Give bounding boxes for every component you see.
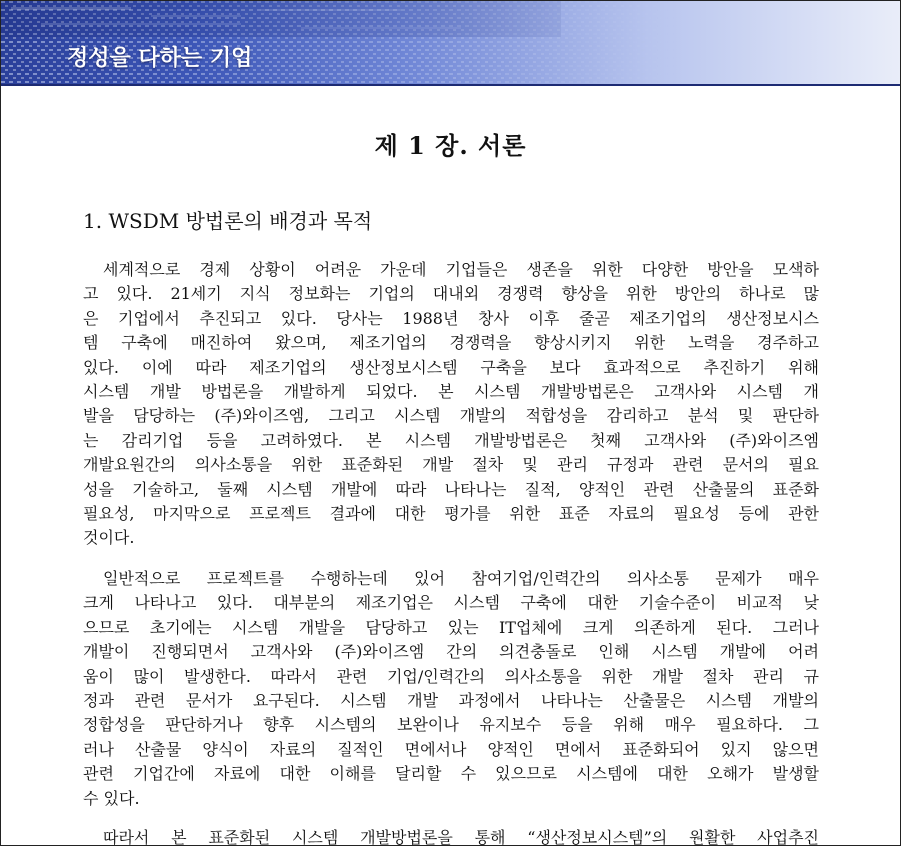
banner-divider (1, 84, 900, 86)
paragraph-line: 필요성, 마지막으로 프로젝트 결과에 대한 평가를 위한 표준 자료의 필요성 등에 관한 (83, 503, 819, 523)
paragraph-line: 움이 많이 발생한다. 따라서 관련 기업/인력간의 의사소통을 위한 개발 절차 관리 규 (83, 666, 819, 686)
paragraph-3 (83, 826, 819, 846)
paragraph-line: 따라서 본 표준화된 시스템 개발방법론을 통해 “생산정보시스템”의 원활한 사업추진 (103, 828, 819, 846)
paragraph-line: 정합성을 판단하거나 향후 시스템의 보완이나 유지보수 등을 위해 매우 필요하다. 그 (83, 715, 819, 735)
header-banner (1, 1, 900, 84)
paragraph-line: 정과 관련 문서가 요구된다. 시스템 개발 과정에서 나타나는 산출물은 시스템 개발의 (83, 690, 819, 710)
paragraph-line: 템 구축에 매진하여 왔으며, 제조기업의 경쟁력을 향상시키지 위한 노력을 경주하고 (83, 333, 819, 353)
section-title: 1. WSDM 방법론의 배경과 목적 (83, 209, 373, 233)
paragraph-line: 시스템 개발 방법론을 개발하게 되었다. 본 시스템 개발방법론은 고객사와 시스템 개 (83, 381, 819, 401)
paragraph-line: 수 있다. (83, 788, 140, 808)
paragraph-line: 발을 담당하는 (주)와이즈엠, 그리고 시스템 개발의 적합성을 감리하고 분석 및 판단하 (83, 406, 819, 426)
paragraph-line: 세계적으로 경제 상황이 어려운 가운데 기업들은 생존을 위한 다양한 방안을 모색하 (103, 260, 819, 279)
paragraph-line: 는 감리기업 등을 고려하였다. 본 시스템 개발방법론은 첫째 고객사와 (주)와이즈엠 (83, 430, 819, 450)
paragraph-line: 것이다. (83, 528, 135, 548)
paragraph-line: 개발요원간의 의사소통을 위한 표준화된 개발 절차 및 관리 규정과 관련 문서의 필요 (83, 455, 819, 475)
paragraph-2 (83, 567, 819, 811)
paragraph-line: 으므로 초기에는 시스템 개발을 담당하고 있는 IT업체에 크게 의존하게 된다. 그러나 (83, 617, 819, 637)
paragraph-line: 러나 산출물 양식이 자료의 질적인 면에서나 양적인 면에서 표준화되어 있지 않으면 (83, 739, 819, 759)
paragraph-line: 개발이 진행되면서 고객사와 (주)와이즈엠 간의 의견충돌로 인해 시스템 개발에 어려 (83, 642, 819, 662)
paragraph-1 (83, 258, 819, 551)
banner-title: 정성을 다하는 기업 (67, 46, 253, 71)
paragraph-line: 고 있다. 21세기 지식 정보화는 기업의 대내외 경쟁력 향상을 위한 방안의 하나로 많 (83, 284, 819, 304)
paragraph-line: 성을 기술하고, 둘째 시스템 개발에 따라 나타나는 질적, 양적인 관련 산출물의 표준화 (83, 479, 819, 499)
chapter-title: 제 1 장. 서론 (374, 131, 527, 160)
paragraph-line: 일반적으로 프로젝트를 수행하는데 있어 참여기업/인력간의 의사소통 문제가 매우 (103, 569, 819, 588)
paragraph-line: 관련 기업간에 자료에 대한 이해를 달리할 수 있으므로 시스템에 대한 오해가 발생할 (83, 764, 819, 784)
paragraph-line: 크게 나타나고 있다. 대부분의 제조기업은 시스템 구축에 대한 기술수준이 비교적 낮 (83, 593, 819, 613)
paragraph-line: 은 기업에서 추진되고 있다. 당사는 1988년 창사 이후 줄곧 제조기업의 생산정보시스 (83, 308, 819, 328)
paragraph-line: 있다. 이에 따라 제조기업의 생산정보시스템 구축을 보다 효과적으로 추진하기 위해 (83, 357, 819, 377)
